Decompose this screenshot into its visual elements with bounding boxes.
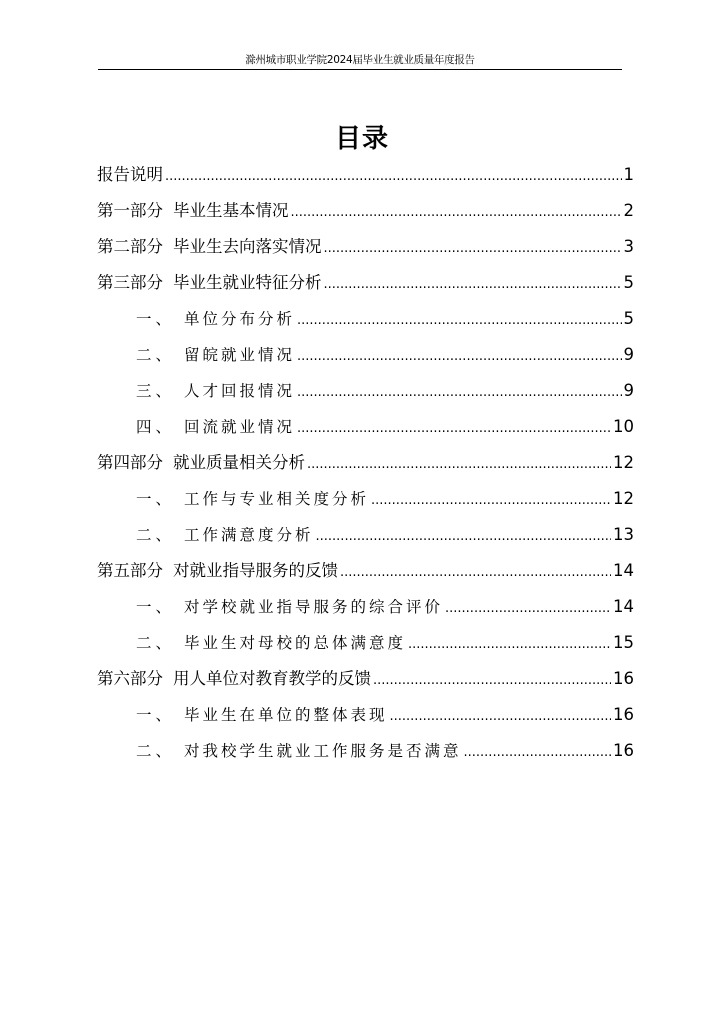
toc-page-number: 12 bbox=[613, 453, 634, 472]
toc-section-number: 一、 bbox=[136, 310, 176, 328]
toc-leader-dots bbox=[445, 596, 611, 622]
toc-leader-dots bbox=[291, 200, 622, 226]
toc-section-title: 留皖就业情况 bbox=[184, 346, 296, 364]
toc-leader-dots bbox=[464, 740, 611, 766]
toc-entry[interactable] bbox=[97, 270, 634, 296]
toc-entry-label bbox=[136, 306, 295, 332]
toc-page-number: 1 bbox=[623, 165, 634, 184]
toc-entry-label bbox=[136, 738, 462, 764]
toc-part-title: 用人单位对教育教学的反馈 bbox=[173, 669, 371, 688]
toc-section-number: 一、 bbox=[136, 598, 176, 616]
toc-page-number: 2 bbox=[623, 201, 634, 220]
toc-leader-dots bbox=[373, 668, 611, 694]
toc-leader-dots bbox=[324, 236, 622, 262]
toc-entry-label bbox=[97, 558, 338, 584]
toc-part-number: 第一部分 bbox=[97, 201, 163, 220]
toc-entry-label: 报告说明 bbox=[97, 165, 163, 184]
toc-page-number: 3 bbox=[623, 237, 634, 256]
toc-section-title: 对学校就业指导服务的综合评价 bbox=[184, 598, 444, 616]
toc-page-number: 5 bbox=[623, 273, 634, 292]
toc-part-number: 第二部分 bbox=[97, 237, 163, 256]
toc-page-number: 16 bbox=[613, 669, 634, 688]
toc-part-number: 第六部分 bbox=[97, 669, 163, 688]
toc-section-title: 单位分布分析 bbox=[184, 310, 296, 328]
toc-part-number: 第四部分 bbox=[97, 453, 163, 472]
toc-leader-dots bbox=[340, 560, 611, 586]
toc-page-number: 9 bbox=[623, 381, 634, 400]
toc-section-title: 人才回报情况 bbox=[184, 382, 296, 400]
toc-section-number: 一、 bbox=[136, 490, 176, 508]
toc-entry-label bbox=[136, 630, 406, 656]
toc-subentry[interactable] bbox=[136, 594, 634, 620]
toc-subentry[interactable] bbox=[136, 738, 634, 764]
toc-page-number: 13 bbox=[613, 525, 634, 544]
toc-section-number: 三、 bbox=[136, 382, 176, 400]
toc-page-number: 14 bbox=[613, 597, 634, 616]
toc-entry-label bbox=[136, 522, 314, 548]
toc-leader-dots bbox=[297, 416, 611, 442]
toc-subentry[interactable] bbox=[136, 306, 634, 332]
toc-entry[interactable] bbox=[97, 234, 634, 260]
toc-entry-label bbox=[136, 594, 443, 620]
running-header: 滁州城市职业学院2024届毕业生就业质量年度报告 bbox=[98, 52, 622, 70]
toc-part-title: 就业质量相关分析 bbox=[173, 453, 305, 472]
toc-section-title: 对我校学生就业工作服务是否满意 bbox=[184, 742, 462, 760]
toc-entry-label bbox=[136, 486, 369, 512]
toc-page-number: 16 bbox=[613, 741, 634, 760]
toc-page-number: 15 bbox=[613, 633, 634, 652]
toc-leader-dots bbox=[408, 632, 611, 658]
toc-subentry[interactable] bbox=[136, 414, 634, 440]
toc-page-number: 14 bbox=[613, 561, 634, 580]
toc-entry-label bbox=[136, 702, 388, 728]
toc-part-title: 对就业指导服务的反馈 bbox=[173, 561, 338, 580]
toc-subentry[interactable] bbox=[136, 342, 634, 368]
toc-part-number: 第五部分 bbox=[97, 561, 163, 580]
toc-entry-label bbox=[136, 414, 295, 440]
toc-leader-dots bbox=[307, 452, 611, 478]
toc-entry-label bbox=[97, 450, 305, 476]
toc-subentry[interactable] bbox=[136, 378, 634, 404]
toc-leader-dots bbox=[371, 488, 611, 514]
toc-entry[interactable] bbox=[97, 666, 634, 692]
toc-page-number: 5 bbox=[623, 309, 634, 328]
toc-entry-label bbox=[136, 342, 295, 368]
toc-entry-label bbox=[136, 378, 295, 404]
toc-section-number: 二、 bbox=[136, 346, 176, 364]
toc-entry-label bbox=[97, 666, 371, 692]
toc-leader-dots bbox=[297, 380, 621, 406]
toc-section-number: 二、 bbox=[136, 634, 176, 652]
toc-section-number: 二、 bbox=[136, 742, 176, 760]
toc-entry[interactable] bbox=[97, 198, 634, 224]
toc-section-number: 四、 bbox=[136, 418, 176, 436]
toc-entry[interactable] bbox=[97, 558, 634, 584]
toc-entry[interactable] bbox=[97, 162, 634, 188]
toc-entry-label bbox=[97, 234, 322, 260]
toc-part-title: 毕业生基本情况 bbox=[173, 201, 289, 220]
page-title: 目录 bbox=[334, 124, 389, 154]
toc-part-number: 第三部分 bbox=[97, 273, 163, 292]
toc-part-title: 毕业生去向落实情况 bbox=[173, 237, 322, 256]
toc-leader-dots bbox=[297, 344, 621, 370]
toc-section-title: 回流就业情况 bbox=[184, 418, 296, 436]
toc-section-number: 二、 bbox=[136, 526, 176, 544]
toc-part-title: 毕业生就业特征分析 bbox=[173, 273, 322, 292]
toc-leader-dots bbox=[390, 704, 611, 730]
toc-leader-dots bbox=[316, 524, 611, 550]
toc-leader-dots bbox=[324, 272, 622, 298]
toc-entry-label bbox=[97, 270, 322, 296]
toc-subentry[interactable] bbox=[136, 486, 634, 512]
toc-entry[interactable] bbox=[97, 450, 634, 476]
toc-page-number: 12 bbox=[613, 489, 634, 508]
toc-subentry[interactable] bbox=[136, 630, 634, 656]
toc-subentry[interactable] bbox=[136, 522, 634, 548]
toc-entry-label bbox=[97, 198, 289, 224]
toc-section-title: 毕业生在单位的整体表现 bbox=[184, 706, 388, 724]
toc-section-number: 一、 bbox=[136, 706, 176, 724]
toc-leader-dots bbox=[297, 308, 621, 334]
toc-section-title: 工作满意度分析 bbox=[184, 526, 314, 544]
toc-section-title: 毕业生对母校的总体满意度 bbox=[184, 634, 407, 652]
toc-page-number: 16 bbox=[613, 705, 634, 724]
toc-subentry[interactable] bbox=[136, 702, 634, 728]
toc-page-number: 9 bbox=[623, 345, 634, 364]
toc-section-title: 工作与专业相关度分析 bbox=[184, 490, 370, 508]
toc-leader-dots bbox=[165, 164, 622, 190]
toc-page-number: 10 bbox=[613, 417, 634, 436]
